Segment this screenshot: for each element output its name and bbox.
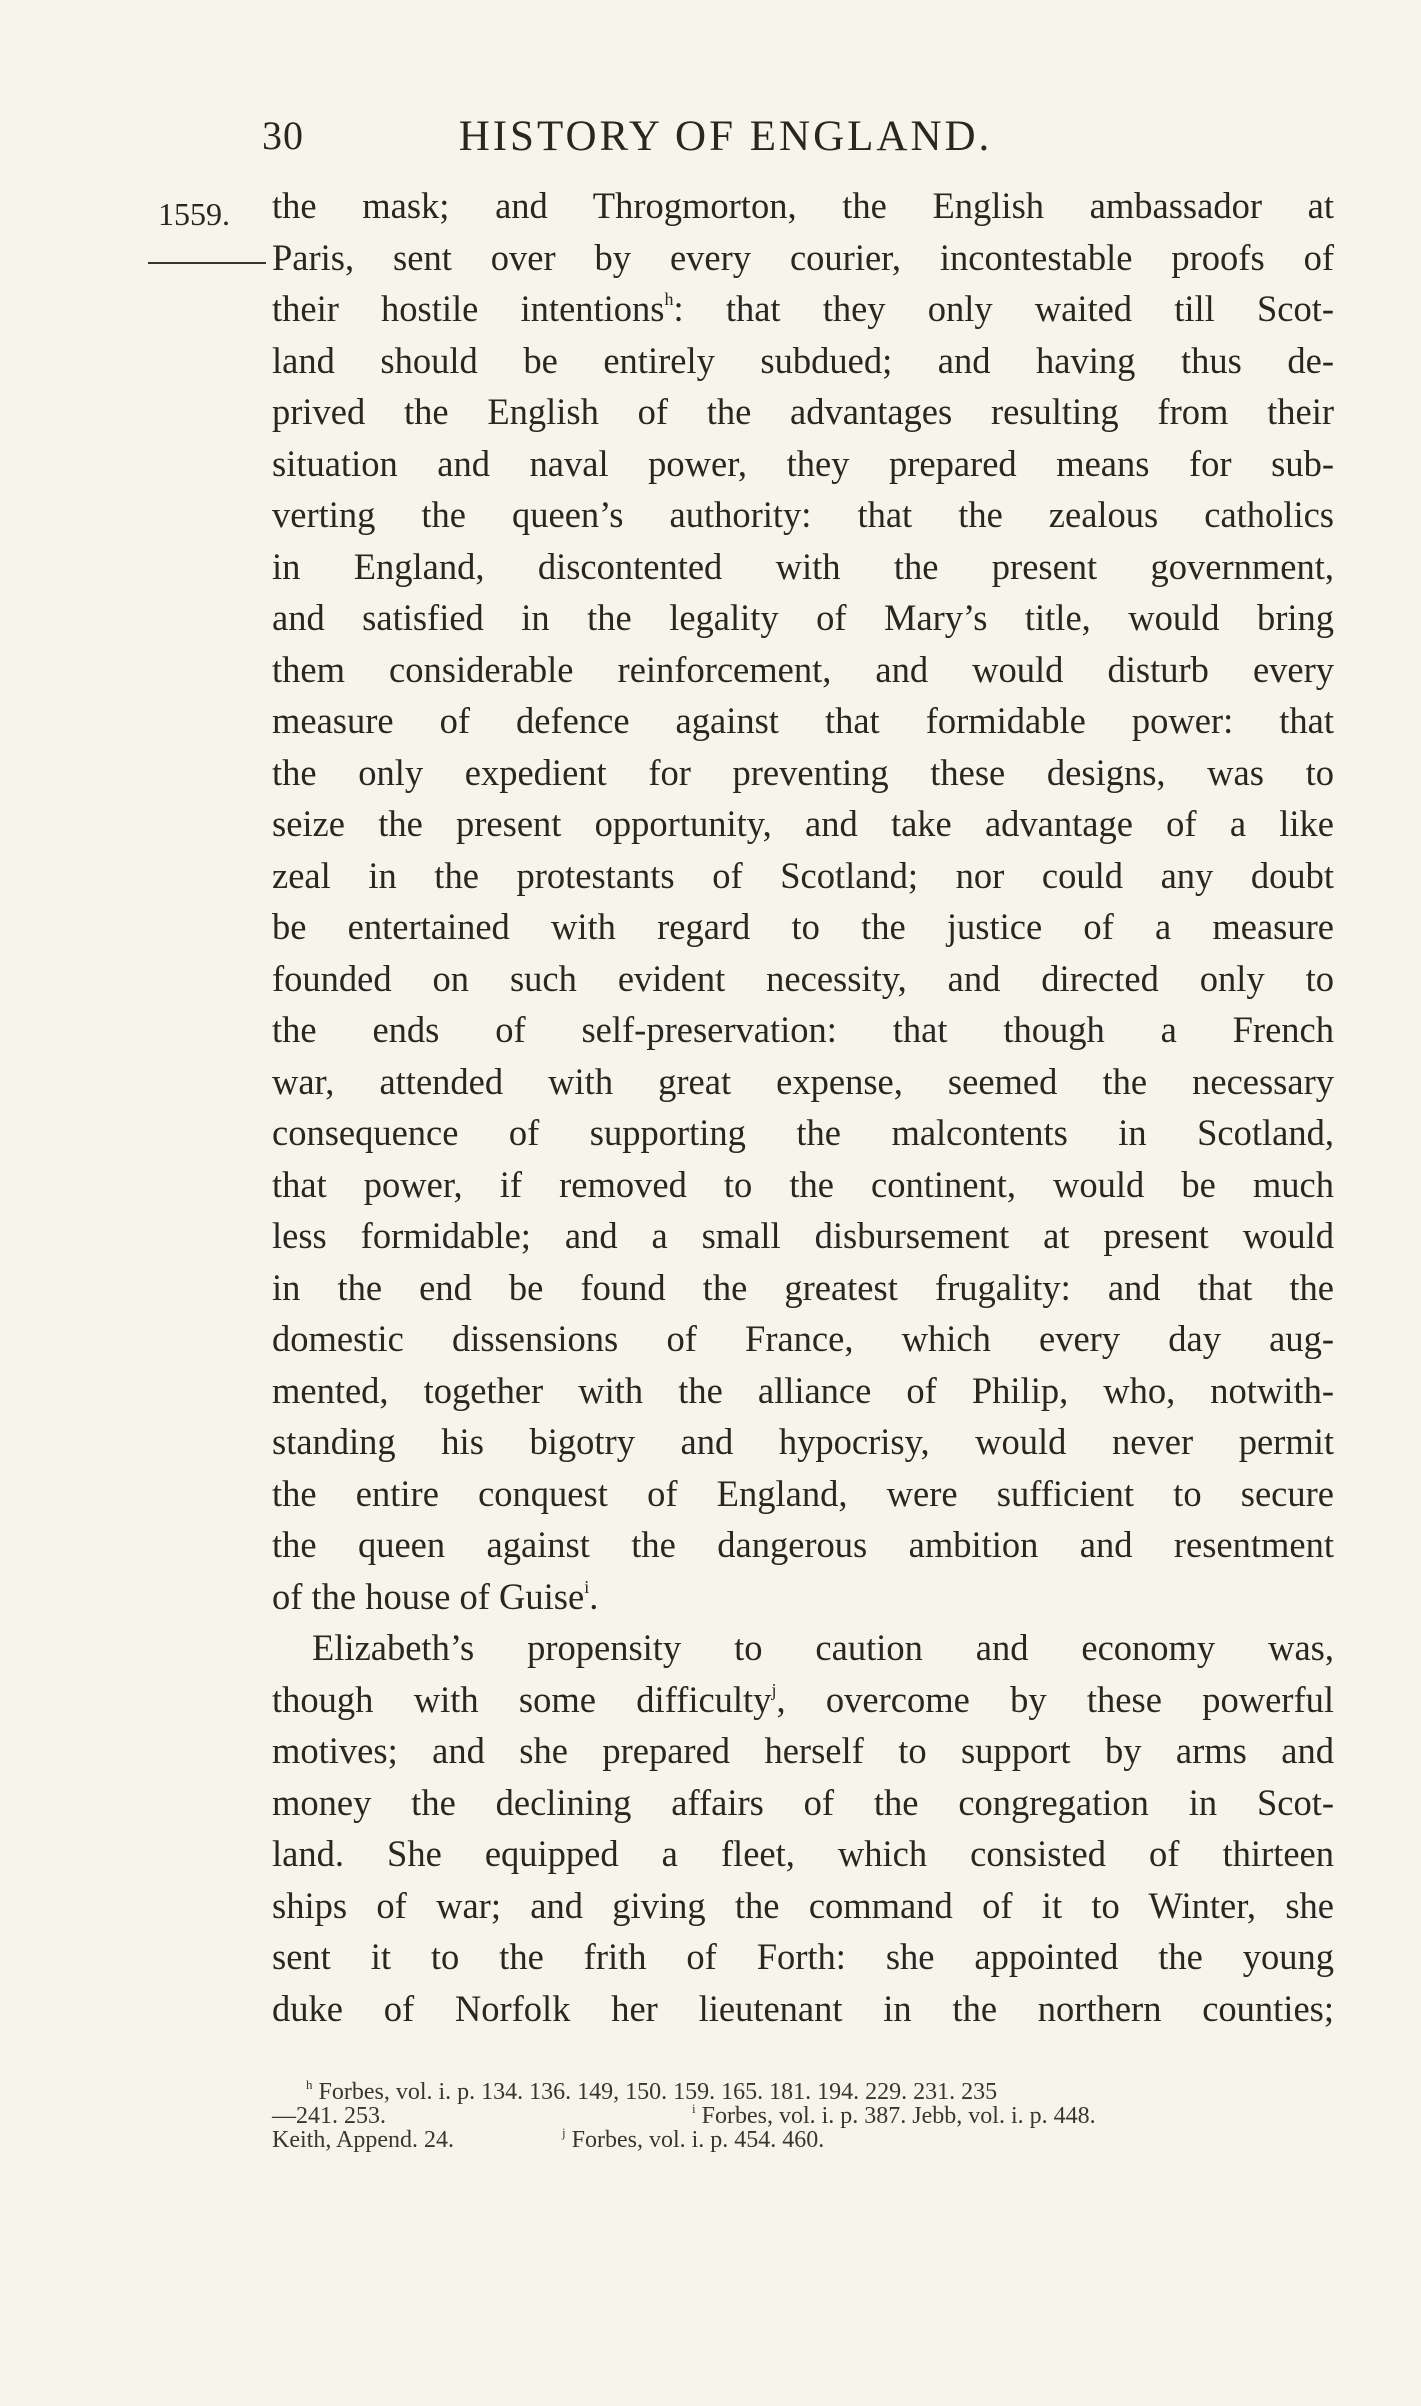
- text-line: mented, together with the alliance of Philip, who, notwith-: [272, 1369, 1334, 1411]
- text-line: domestic dissensions of France, which every day aug-: [272, 1318, 1334, 1359]
- text-line: seize the present opportunity, and take advantage of a like: [272, 803, 1334, 844]
- text-line: duke of Norfolk her lieutenant in the northern counties;: [272, 1987, 1334, 2029]
- text-line: that power, if removed to the continent, would be much: [272, 1163, 1334, 1205]
- text-line: them considerable reinforcement, and would disturb every: [272, 648, 1334, 690]
- text-segment: their hostile intentions: [272, 288, 665, 329]
- footnote-mark: j: [562, 2125, 566, 2140]
- margin-year: 1559.: [158, 196, 230, 232]
- page-header: [0, 112, 1421, 172]
- footnote-text: Forbes, vol. i. p. 134. 136. 149, 150. 159. 165. 181. 194. 229. 231. 235: [318, 2079, 998, 2105]
- footnote-mark: i: [692, 2101, 696, 2116]
- text-line: in England, discontented with the present government,: [272, 545, 1334, 587]
- text-line: the queen against the dangerous ambition and resentment: [272, 1524, 1334, 1565]
- text-line: and satisfied in the legality of Mary’s title, would bring: [272, 597, 1334, 638]
- text-line: prived the English of the advantages resulting from their: [272, 391, 1334, 432]
- text-line: [272, 1674, 1334, 1726]
- text-line: situation and naval power, they prepared means for sub-: [272, 442, 1334, 484]
- footnote-ref-h[interactable]: h: [664, 289, 674, 309]
- text-line: land should be entirely subdued; and having thus de-: [272, 339, 1334, 381]
- page-number: 30: [262, 113, 304, 158]
- text-line: [272, 1571, 1334, 1623]
- margin-rule: [148, 262, 266, 264]
- text-line: standing his bigotry and hypocrisy, would never permit: [272, 1421, 1334, 1462]
- footnotes: [272, 2077, 1334, 2153]
- text-line: the only expedient for preventing these designs, was to: [272, 751, 1334, 793]
- text-line: war, attended with great expense, seemed the necessary: [272, 1060, 1334, 1102]
- text-line: money the declining affairs of the congregation in Scot-: [272, 1781, 1334, 1823]
- footnote-ref-i[interactable]: i: [584, 1576, 590, 1597]
- footnote-j: [562, 2125, 825, 2153]
- text-line: in the end be found the greatest frugality: and that the: [272, 1266, 1334, 1308]
- text-line: ships of war; and giving the command of it to Winter, she: [272, 1884, 1334, 1926]
- text-line: be entertained with regard to the justice of a measure: [272, 906, 1334, 947]
- footnote-mark: h: [306, 2077, 313, 2092]
- footnote-line: [272, 2125, 1334, 2153]
- footnote-i: [692, 2101, 1096, 2129]
- text-line: the ends of self-preservation: that though a French: [272, 1009, 1334, 1050]
- text-line: Elizabeth’s propensity to caution and economy was,: [312, 1627, 1334, 1668]
- footnote-i-cont: Keith, Append. 24.: [272, 2127, 454, 2153]
- text-line: land. She equipped a fleet, which consisted of thirteen: [272, 1833, 1334, 1874]
- text-segment: though with some difficulty: [272, 1678, 772, 1720]
- text-line: measure of defence against that formidable power: that: [272, 700, 1334, 741]
- footnote-text: Forbes, vol. i. p. 387. Jebb, vol. i. p. 448.: [701, 2103, 1096, 2129]
- text-segment: .: [589, 1575, 599, 1617]
- text-line: verting the queen’s authority: that the zealous catholics: [272, 494, 1334, 535]
- text-segment: , overcome by these powerful: [776, 1678, 1334, 1720]
- body-text: [272, 180, 1334, 2034]
- footnote-line: [272, 2101, 1334, 2129]
- footnote-ref-j[interactable]: j: [771, 1679, 777, 1700]
- text-line: founded on such evident necessity, and directed only to: [272, 957, 1334, 999]
- text-line: less formidable; and a small disbursement at present would: [272, 1215, 1334, 1256]
- text-line: zeal in the protestants of Scotland; nor could any doubt: [272, 854, 1334, 896]
- footnote-text: Forbes, vol. i. p. 454. 460.: [571, 2127, 825, 2153]
- text-segment: of the house of Guise: [272, 1575, 585, 1617]
- text-line: sent it to the frith of Forth: she appointed the young: [272, 1936, 1334, 1977]
- text-segment: : that they only waited till Scot-: [673, 288, 1334, 329]
- footnote-h: [306, 2077, 998, 2105]
- text-line: motives; and she prepared herself to support by arms and: [272, 1730, 1334, 1771]
- footnote-line: [272, 2077, 1334, 2105]
- text-line: consequence of supporting the malcontents in Scotland,: [272, 1112, 1334, 1153]
- text-line: [272, 283, 1334, 335]
- footnote-h-cont: —241. 253.: [272, 2103, 386, 2129]
- running-title: HISTORY OF ENGLAND.: [458, 113, 993, 160]
- text-line: Paris, sent over by every courier, incontestable proofs of: [272, 236, 1334, 278]
- text-line: the mask; and Throgmorton, the English ambassador at: [272, 185, 1334, 226]
- text-line: the entire conquest of England, were sufficient to secure: [272, 1472, 1334, 1514]
